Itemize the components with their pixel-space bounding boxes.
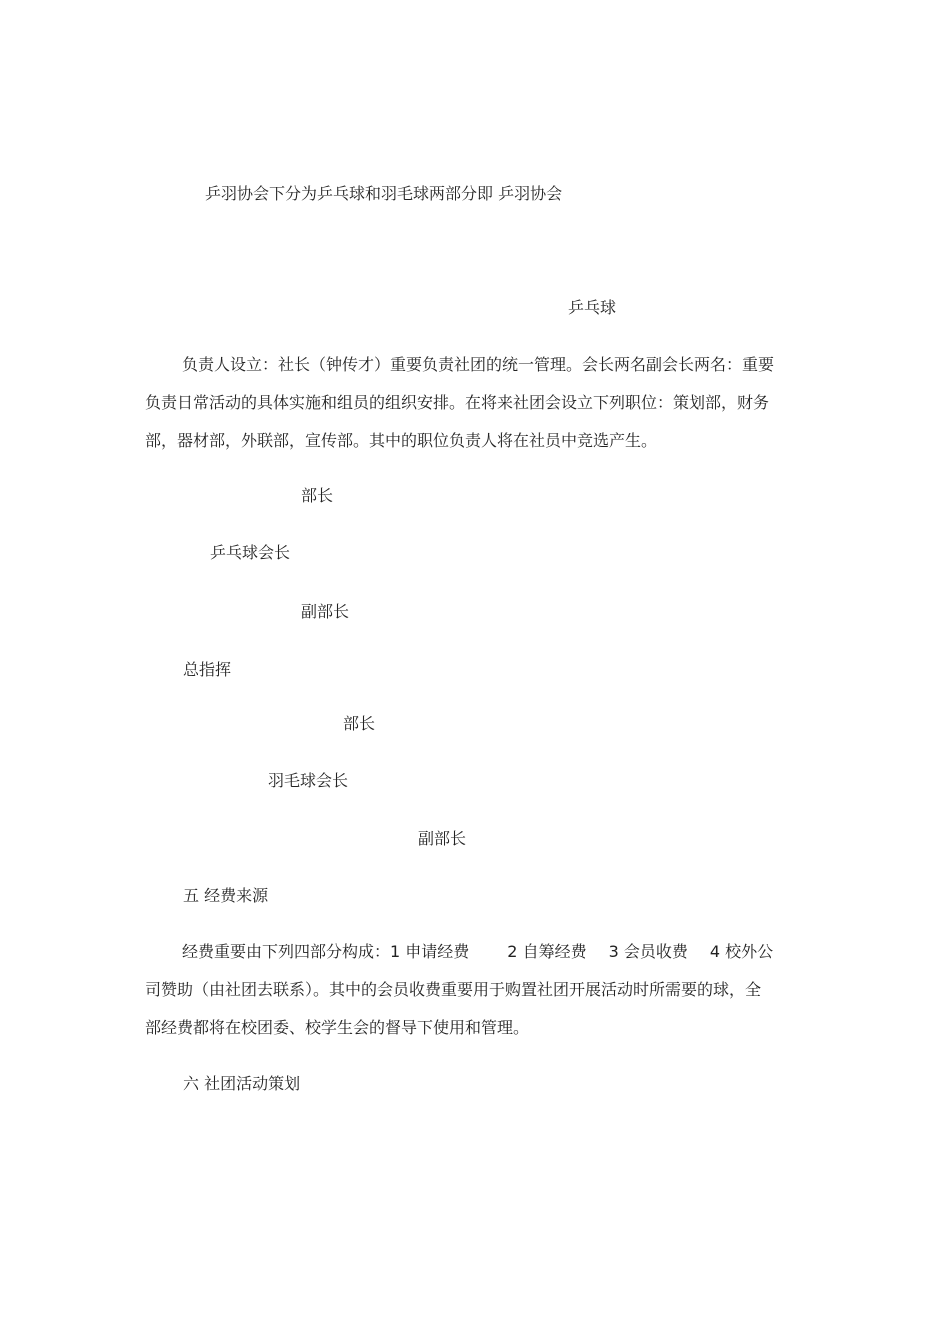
leader-line-2: 负责日常活动的具体实施和组员的组织安排。在将来社团会设立下列职位：策划部，财务 xyxy=(145,393,770,412)
funding-item-3: 3 会员收费 xyxy=(608,942,688,961)
section-5-title: 五 经费来源 xyxy=(183,886,269,905)
org-bm-vice-minister: 副部长 xyxy=(418,829,467,848)
org-bm-president: 羽毛球会长 xyxy=(268,771,349,790)
intro-line: 乒羽协会下分为乒乓球和羽毛球两部分即 乒羽协会 xyxy=(205,184,563,203)
org-pp-minister: 部长 xyxy=(301,486,334,505)
leader-line-1: 负责人设立：社长（钟传才）重要负责社团的统一管理。会长两名副会长两名：重要 xyxy=(182,355,775,374)
leader-line-3: 部，器材部，外联部，宣传部。其中的职位负责人将在社员中竞选产生。 xyxy=(145,431,658,450)
org-pp-vice-minister: 副部长 xyxy=(301,602,350,621)
leader-paragraph xyxy=(145,346,805,460)
funding-item-2: 2 自筹经费 xyxy=(507,942,587,961)
funding-item-1: 1 申请经费 xyxy=(390,942,470,961)
org-pp-president: 乒乓球会长 xyxy=(210,543,291,562)
pingpong-heading: 乒乓球 xyxy=(568,298,617,317)
funding-paragraph xyxy=(145,933,805,1047)
org-commander: 总指挥 xyxy=(183,660,232,679)
funding-item-4: 4 校外公 xyxy=(709,942,774,961)
funding-line-2: 司赞助（由社团去联系）。其中的会员收费重要用于购置社团开展活动时所需要的球，全 xyxy=(145,980,762,999)
funding-prefix: 经费重要由下列四部分构成： xyxy=(182,942,391,961)
section-6-title: 六 社团活动策划 xyxy=(183,1074,301,1093)
funding-line-3: 部经费都将在校团委、校学生会的督导下使用和管理。 xyxy=(145,1018,530,1037)
org-bm-minister: 部长 xyxy=(343,714,376,733)
funding-line-1 xyxy=(145,933,805,971)
